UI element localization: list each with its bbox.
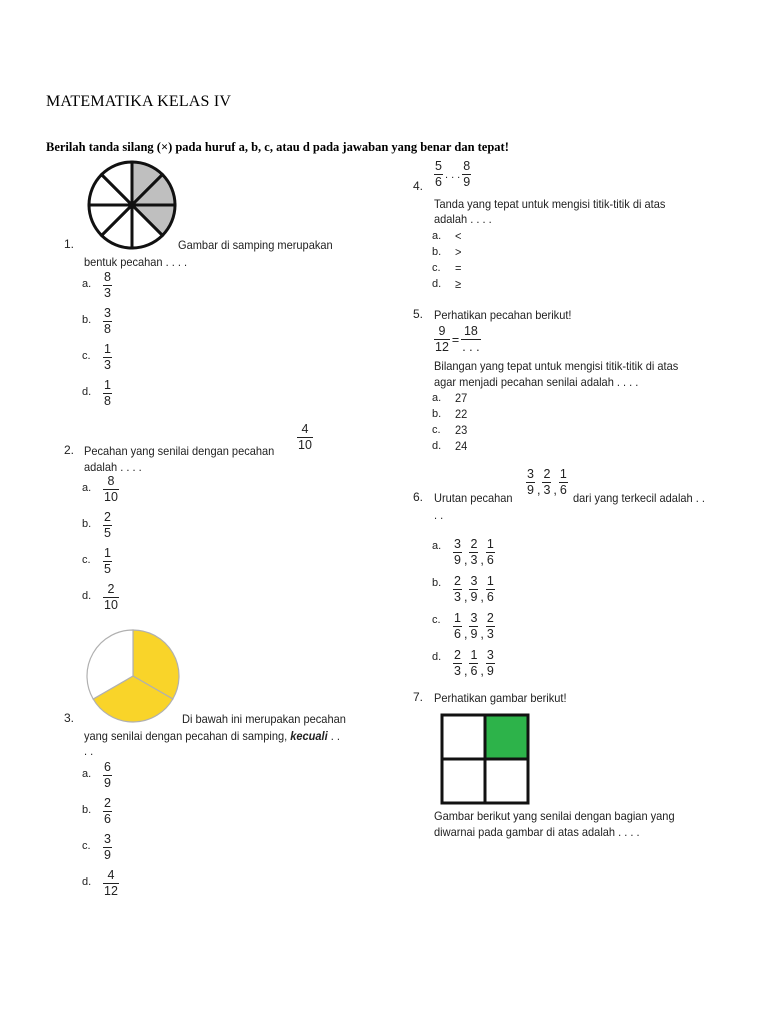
q5-option-d[interactable]: 24 [455, 439, 468, 453]
q3-text-3: . . [84, 744, 94, 758]
q3-number: 3. [64, 711, 75, 725]
q7-grid-figure [440, 713, 530, 805]
q2-option-d[interactable]: $\frac{2}{10}$ [104, 582, 118, 612]
q4-option-b[interactable]: > [455, 245, 462, 259]
q1-text-2: bentuk pecahan . . . . [84, 255, 188, 269]
q6-option-c[interactable]: $\frac{1}{6}$ , $\frac{3}{9}$ , $\frac{2}{3}$ [454, 611, 494, 641]
q5-text-3: agar menjadi pecahan senilai adalah . . . . [434, 375, 639, 389]
q3-pie-figure [84, 627, 182, 725]
q6-option-b[interactable]: $\frac{2}{3}$ , $\frac{3}{9}$ , $\frac{1}{6}$ [454, 574, 494, 604]
q6-text: Urutan pecahan [434, 491, 513, 505]
instructions: Berilah tanda silang (×) pada huruf a, b, c, atau d pada jawaban yang benar dan tepat! [46, 140, 509, 154]
q5-number: 5. [413, 307, 424, 321]
q3-option-letter[interactable]: b. [82, 804, 92, 816]
q6-option-a[interactable]: $\frac{3}{9}$ , $\frac{2}{3}$ , $\frac{1}{6}$ [454, 537, 494, 567]
q2-option-a[interactable]: $\frac{8}{10}$ [104, 474, 118, 504]
q1-option-letter[interactable]: d. [82, 386, 92, 398]
q4-text: Tanda yang tepat untuk mengisi titik-titik di atas [434, 197, 666, 211]
q6-number: 6. [413, 490, 424, 504]
q2-option-b[interactable]: $\frac{2}{5}$ [104, 510, 111, 540]
q3-option-letter[interactable]: c. [82, 840, 91, 852]
q4-expression: $\frac{5}{6}$ . . . $\frac{8}{9}$ [435, 159, 471, 189]
q3-option-letter[interactable]: a. [82, 768, 92, 780]
q5-equation: $\frac{9}{12}$ = $\frac{18}{. . .}$ [435, 324, 480, 354]
q2-option-letter[interactable]: b. [82, 518, 92, 530]
q3-option-d[interactable]: $\frac{4}{12}$ [104, 868, 118, 898]
q4-number: 4. [413, 179, 424, 193]
q3-emphasis: kecuali [290, 729, 328, 743]
q2-number: 2. [64, 443, 75, 457]
q2-option-c[interactable]: $\frac{1}{5}$ [104, 546, 111, 576]
q7-text-3: diwarnai pada gambar di atas adalah . . . . [434, 825, 640, 839]
q4-option-a[interactable]: < [455, 229, 462, 243]
q3-option-letter[interactable]: d. [82, 876, 92, 888]
q4-text-2: adalah . . . . [434, 212, 492, 226]
q4-option-d[interactable]: ≥ [455, 277, 462, 291]
q4-option-c[interactable]: = [455, 261, 462, 275]
q5-option-letter[interactable]: b. [432, 408, 442, 420]
q1-option-letter[interactable]: b. [82, 314, 92, 326]
q5-text-2: Bilangan yang tepat untuk mengisi titik-titik di atas [434, 359, 679, 373]
q1-text: Gambar di samping merupakan [178, 238, 333, 252]
q5-option-b[interactable]: 22 [455, 407, 468, 421]
q7-cell-top-left [442, 715, 485, 759]
q1-option-letter[interactable]: a. [82, 278, 92, 290]
q6-option-letter[interactable]: c. [432, 614, 441, 626]
q1-circle-figure [86, 159, 178, 251]
q4-option-letter[interactable]: a. [432, 230, 442, 242]
q5-option-a[interactable]: 27 [455, 391, 468, 405]
page-title: MATEMATIKA KELAS IV [46, 93, 232, 110]
q5-option-letter[interactable]: c. [432, 424, 441, 436]
q6-option-letter[interactable]: b. [432, 577, 442, 589]
q4-option-letter[interactable]: b. [432, 246, 442, 258]
q2-option-letter[interactable]: c. [82, 554, 91, 566]
q7-cell-top-right [485, 715, 528, 759]
q2-option-letter[interactable]: d. [82, 590, 92, 602]
q6-option-letter[interactable]: a. [432, 540, 442, 552]
q7-cell-bottom-right [485, 759, 528, 803]
q1-option-b[interactable]: $\frac{3}{8}$ [104, 306, 111, 336]
q2-fraction: $\frac{4}{10}$ [298, 422, 312, 452]
q3-text: Di bawah ini merupakan pecahan [182, 712, 346, 726]
q3-option-a[interactable]: $\frac{6}{9}$ [104, 760, 111, 790]
q7-text-2: Gambar berikut yang senilai dengan bagian yang [434, 809, 675, 823]
q2-text-2: adalah . . . . [84, 460, 142, 474]
q2-text: Pecahan yang senilai dengan pecahan [84, 444, 275, 458]
q5-option-c[interactable]: 23 [455, 423, 468, 437]
q6-option-d[interactable]: $\frac{2}{3}$ , $\frac{1}{6}$ , $\frac{3}{9}$ [454, 648, 494, 678]
q1-option-d[interactable]: $\frac{1}{8}$ [104, 378, 111, 408]
q6-fraction-sequence: $\frac{3}{9}$ , $\frac{2}{3}$ , $\frac{1}{6}$ [527, 467, 567, 497]
q6-text-2: dari yang terkecil adalah . . [573, 491, 705, 505]
q2-option-letter[interactable]: a. [82, 482, 92, 494]
q3-text-2: yang senilai dengan pecahan di samping, kecuali . . [84, 729, 340, 743]
q5-text: Perhatikan pecahan berikut! [434, 308, 572, 322]
q5-option-letter[interactable]: a. [432, 392, 442, 404]
q1-option-letter[interactable]: c. [82, 350, 91, 362]
q7-number: 7. [413, 690, 424, 704]
q5-option-letter[interactable]: d. [432, 440, 442, 452]
q3-option-b[interactable]: $\frac{2}{6}$ [104, 796, 111, 826]
q1-option-a[interactable]: $\frac{8}{3}$ [104, 270, 111, 300]
q1-number: 1. [64, 237, 75, 251]
q1-option-c[interactable]: $\frac{1}{3}$ [104, 342, 111, 372]
q7-cell-bottom-left [442, 759, 485, 803]
q6-option-letter[interactable]: d. [432, 651, 442, 663]
q7-text: Perhatikan gambar berikut! [434, 691, 567, 705]
q4-option-letter[interactable]: d. [432, 278, 442, 290]
q4-option-letter[interactable]: c. [432, 262, 441, 274]
q6-text-3: . . [434, 508, 444, 522]
q3-option-c[interactable]: $\frac{3}{9}$ [104, 832, 111, 862]
